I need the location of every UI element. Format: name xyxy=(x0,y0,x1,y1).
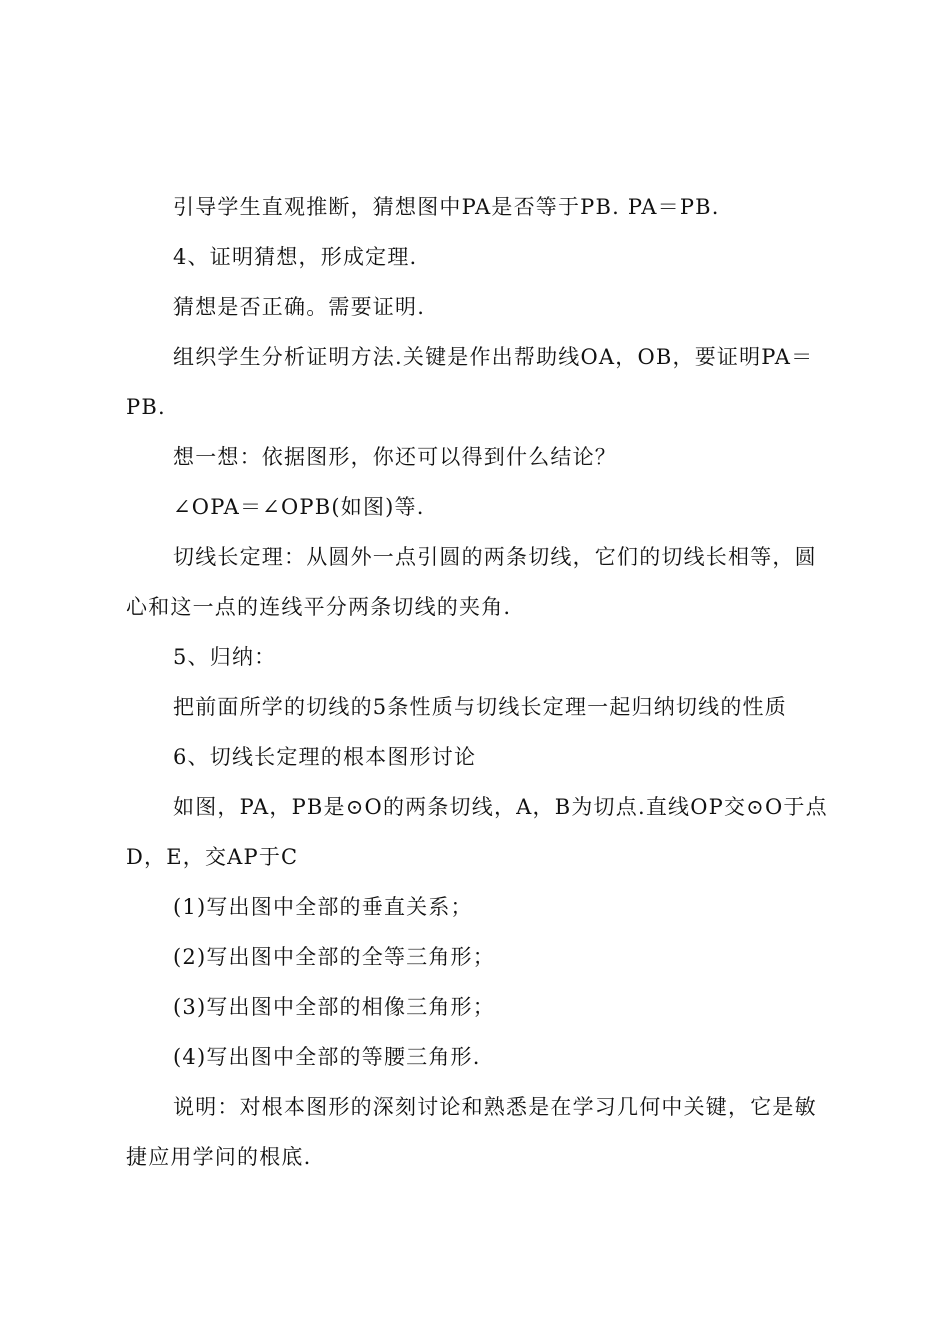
heading-step-4: 4、证明猜想，形成定理. xyxy=(173,245,418,269)
paragraph-think: 想一想：依据图形，你还可以得到什么结论？ xyxy=(173,445,617,469)
paragraph-theorem-continued: 心和这一点的连线平分两条切线的夹角. xyxy=(126,595,512,619)
paragraph-theorem: 切线长定理：从圆外一点引圆的两条切线，它们的切线长相等，圆 xyxy=(173,545,817,569)
paragraph-summary: 把前面所学的切线的5条性质与切线长定理一起归纳切线的性质 xyxy=(173,695,787,719)
paragraph-figure-description-continued: D，E，交AP于C xyxy=(126,845,299,869)
paragraph-conjecture: 猜想是否正确。需要证明. xyxy=(173,295,426,319)
paragraph-proof-method: 组织学生分析证明方法.关键是作出帮助线OA，OB，要证明PA＝ xyxy=(173,345,814,369)
paragraph-note-continued: 捷应用学问的根底. xyxy=(126,1145,312,1169)
heading-step-5: 5、归纳： xyxy=(173,645,277,669)
paragraph-angle-equality: ∠OPA＝∠OPB(如图)等. xyxy=(173,495,425,519)
question-4: (4)写出图中全部的等腰三角形. xyxy=(173,1045,481,1069)
question-3: (3)写出图中全部的相像三角形； xyxy=(173,995,495,1019)
paragraph-note: 说明：对根本图形的深刻讨论和熟悉是在学习几何中关键，它是敏 xyxy=(173,1095,817,1119)
heading-step-6: 6、切线长定理的根本图形讨论 xyxy=(173,745,477,769)
paragraph-proof-method-continued: PB. xyxy=(126,395,166,419)
paragraph-figure-description: 如图，PA，PB是⊙O的两条切线，A，B为切点.直线OP交⊙O于点 xyxy=(173,795,828,819)
paragraph-intuition: 引导学生直观推断，猜想图中PA是否等于PB. PA＝PB. xyxy=(173,195,720,219)
question-2: (2)写出图中全部的全等三角形； xyxy=(173,945,495,969)
question-1: (1)写出图中全部的垂直关系； xyxy=(173,895,473,919)
